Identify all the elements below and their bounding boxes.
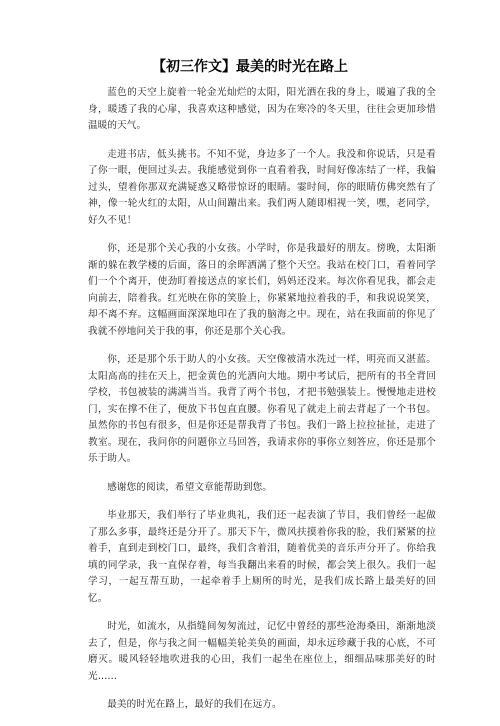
article-title: 【初三作文】最美的时光在路上 xyxy=(152,59,348,75)
paragraph-4: 你，还是那个乐于助人的小女孩。天空像被清水洗过一样，明亮而又湛蓝。太阳高高的挂在天上，把金黄色的光洒向大地。期中考试后，把所有的书全背回学校，书包被装的满满当当。我背了两个书包，才把书勉强装上。慢慢地走进校门，实在撑不住了，便放下书包直直腰。你看见了就走上前去背起了一个书包。虽然你的书包有很多，但是你还是帮我背了书包。我们一路上拉拉扯扯，走进了教室。现在，我问你的问题你立马回答，我请求你的事你立刻答应，你还是那个乐于助人。 xyxy=(88,354,436,464)
paragraph-5: 感谢您的阅读，希望文章能帮助到您。 xyxy=(107,481,272,493)
article-body xyxy=(88,85,436,726)
paragraph-3: 你，还是那个关心我的小女孩。小学时，你是我最好的朋友。傍晚，太阳渐渐的躲在教学楼的后面，落日的余晖洒满了整个天空。我站在校门口，看着同学们一个个离开，使劲盯着接送点的家长们，妈妈还没来。每次你看见我，都会走向前去，陪着我。红光映在你的笑脸上，你紧紧地拉着我的手，和我说说笑笑，却不离不弃。这幅画面深深地印在了我的脑海之中。现在，站在我面前的你见了我就不停地问关于我的事，你还是那个关心我。 xyxy=(88,243,436,337)
paragraph-8: 最美的时光在路上，最好的我们在远方。 xyxy=(107,699,282,710)
paragraph-1: 蓝色的天空上旋着一轮金光灿烂的太阳，阳光洒在我的身上，暖遍了我的全身，暖透了我的心扉，我喜欢这种感觉，因为在寒冷的冬天里，往往会更加珍惜温暖的天气。 xyxy=(88,87,436,131)
paragraph-2: 走进书店，低头挑书。不知不觉，身边多了一个人。我没和你说话，只是看了你一眼，便回过头去。我能感觉到你一直看着我，时间好像冻结了一样，我偏过头，望着你那双充满疑惑又略带惊讶的眼睛。霎时间，你的眼睛仿佛突然有了神，像一轮火红的太阳，从山间蹦出来。我们两人随即相视一笑，嘿，老同学，好久不见！ xyxy=(88,148,436,226)
paragraph-7: 时光，如流水，从指缝间匆匆流过，记忆中曾经的那些沧海桑田，渐渐地淡去了，但是，你与我之间一幅幅美轮美奂的画面，却永远珍藏于我的心底，不可磨灭。暖风轻轻地吹进我的心田，我们一起坐在座位上，细细品味那美好的时光…… xyxy=(88,621,436,682)
paragraph-6: 毕业那天，我们举行了毕业典礼，我们还一起表演了节目，我们曾经一起做了那么多事，最终还是分开了。那天下午，微风扶摸着你我的脸，我们紧紧的拉着手，直到走到校门口，最终，我们含着泪，随着优美的音乐声分开了。你给我填的同学录，我一直保存着，每当我翻出来看的时候，都会笑上很久。我们一起学习，一起互帮互助，一起牵着手上厕所的时光，是我们成长路上最美好的回忆。 xyxy=(88,510,436,604)
